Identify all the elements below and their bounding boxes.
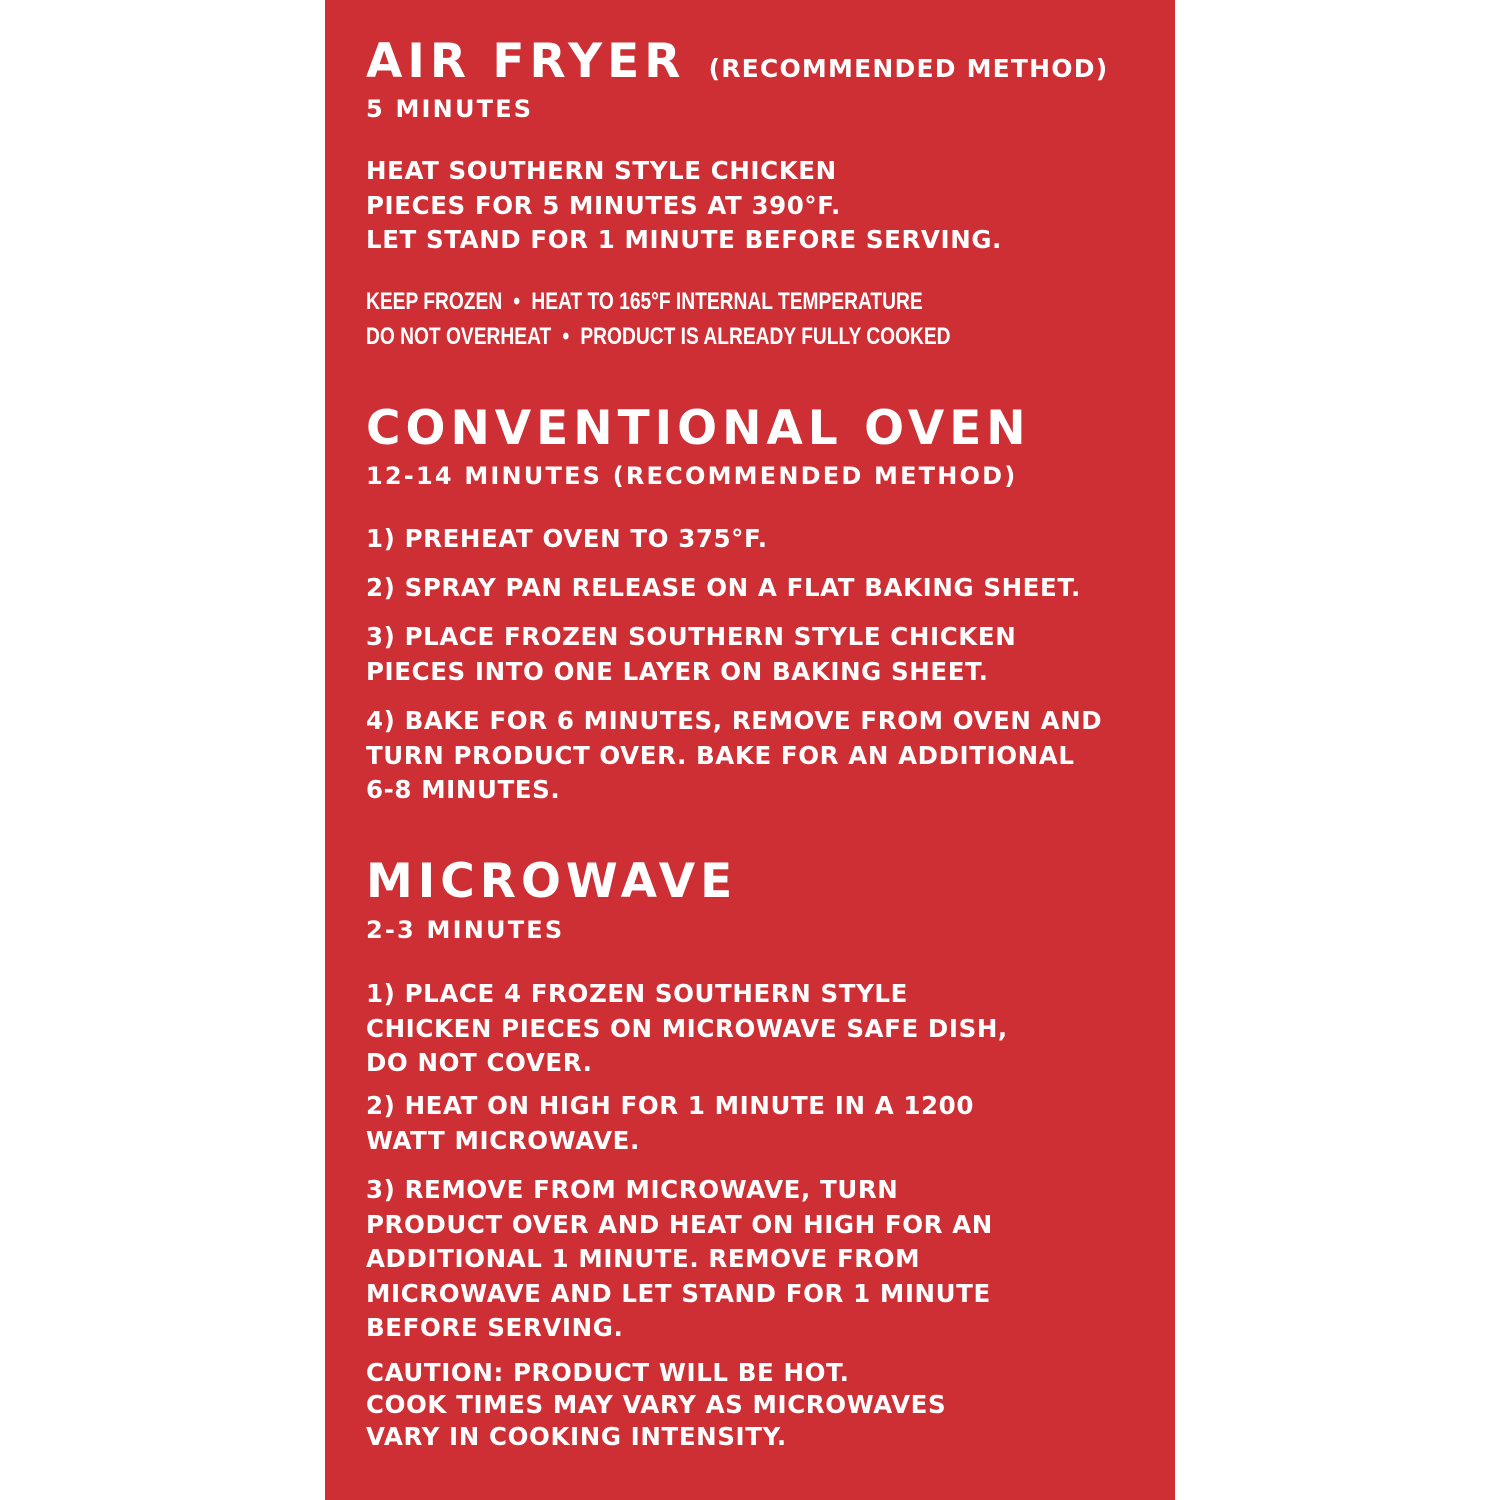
step-line: 4) BAKE FOR 6 MINUTES, REMOVE FROM OVEN AND xyxy=(366,706,1103,735)
step-line: CHICKEN PIECES ON MICROWAVE SAFE DISH, xyxy=(366,1013,1008,1043)
step-line: 2) HEAT ON HIGH FOR 1 MINUTE IN A 1200 xyxy=(366,1091,974,1120)
step-line: 3) REMOVE FROM MICROWAVE, TURN xyxy=(366,1175,899,1204)
bullet-separator: • xyxy=(562,323,570,350)
note-line xyxy=(366,284,951,319)
conventional-oven-time: 12-14 MINUTES (RECOMMENDED METHOD) xyxy=(366,462,1018,490)
caution-line: VARY IN COOKING INTENSITY. xyxy=(366,1422,787,1451)
caution-line: CAUTION: PRODUCT WILL BE HOT. xyxy=(366,1358,850,1387)
step-line: DO NOT COVER. xyxy=(366,1048,593,1077)
instruction-line: PIECES FOR 5 MINUTES AT 390°F. xyxy=(366,190,841,220)
oven-step-3 xyxy=(366,620,1016,689)
caution-note xyxy=(366,1357,946,1453)
step-line: ADDITIONAL 1 MINUTE. REMOVE FROM xyxy=(366,1244,921,1273)
oven-step-1 xyxy=(366,522,768,557)
microwave-time: 2-3 MINUTES xyxy=(366,916,565,944)
note-right: PRODUCT IS ALREADY FULLY COOKED xyxy=(580,323,951,350)
note-left: KEEP FROZEN xyxy=(366,288,503,315)
microwave-step-1 xyxy=(366,977,1008,1081)
step-line: 2) SPRAY PAN RELEASE ON A FLAT BAKING SHEET. xyxy=(366,573,1081,602)
cooking-instructions-panel xyxy=(325,0,1175,1500)
instruction-line: LET STAND FOR 1 MINUTE BEFORE SERVING. xyxy=(366,225,1002,254)
step-line: WATT MICROWAVE. xyxy=(366,1125,640,1155)
step-line: 1) PLACE 4 FROZEN SOUTHERN STYLE xyxy=(366,979,908,1008)
air-fryer-instructions xyxy=(366,154,1002,258)
step-line: PIECES INTO ONE LAYER ON BAKING SHEET. xyxy=(366,656,989,686)
bullet-separator: • xyxy=(513,288,521,315)
air-fryer-notes xyxy=(366,284,951,354)
step-line: BEFORE SERVING. xyxy=(366,1313,624,1342)
air-fryer-title: AIR FRYER xyxy=(366,34,686,89)
microwave-step-2 xyxy=(366,1089,974,1158)
microwave-title: MICROWAVE xyxy=(366,854,738,909)
oven-step-2 xyxy=(366,571,1081,606)
microwave-step-3 xyxy=(366,1173,993,1346)
step-line: 6-8 MINUTES. xyxy=(366,775,561,804)
air-fryer-title-note: (RECOMMENDED METHOD) xyxy=(708,54,1109,83)
oven-step-4 xyxy=(366,704,1102,808)
instruction-line: HEAT SOUTHERN STYLE CHICKEN xyxy=(366,156,837,185)
step-line: TURN PRODUCT OVER. BAKE FOR AN ADDITIONAL xyxy=(366,740,1075,770)
step-line: 3) PLACE FROZEN SOUTHERN STYLE CHICKEN xyxy=(366,622,1017,651)
air-fryer-time: 5 MINUTES xyxy=(366,95,534,123)
conventional-oven-title: CONVENTIONAL OVEN xyxy=(366,401,1031,456)
note-left: DO NOT OVERHEAT xyxy=(366,323,552,350)
air-fryer-heading xyxy=(366,34,1109,89)
caution-line: COOK TIMES MAY VARY AS MICROWAVES xyxy=(366,1390,947,1419)
note-right: HEAT TO 165°F INTERNAL TEMPERATURE xyxy=(531,288,923,315)
step-line: MICROWAVE AND LET STAND FOR 1 MINUTE xyxy=(366,1278,991,1308)
step-line: PRODUCT OVER AND HEAT ON HIGH FOR AN xyxy=(366,1209,993,1239)
note-line xyxy=(366,319,951,354)
step-line: 1) PREHEAT OVEN TO 375°F. xyxy=(366,524,768,553)
